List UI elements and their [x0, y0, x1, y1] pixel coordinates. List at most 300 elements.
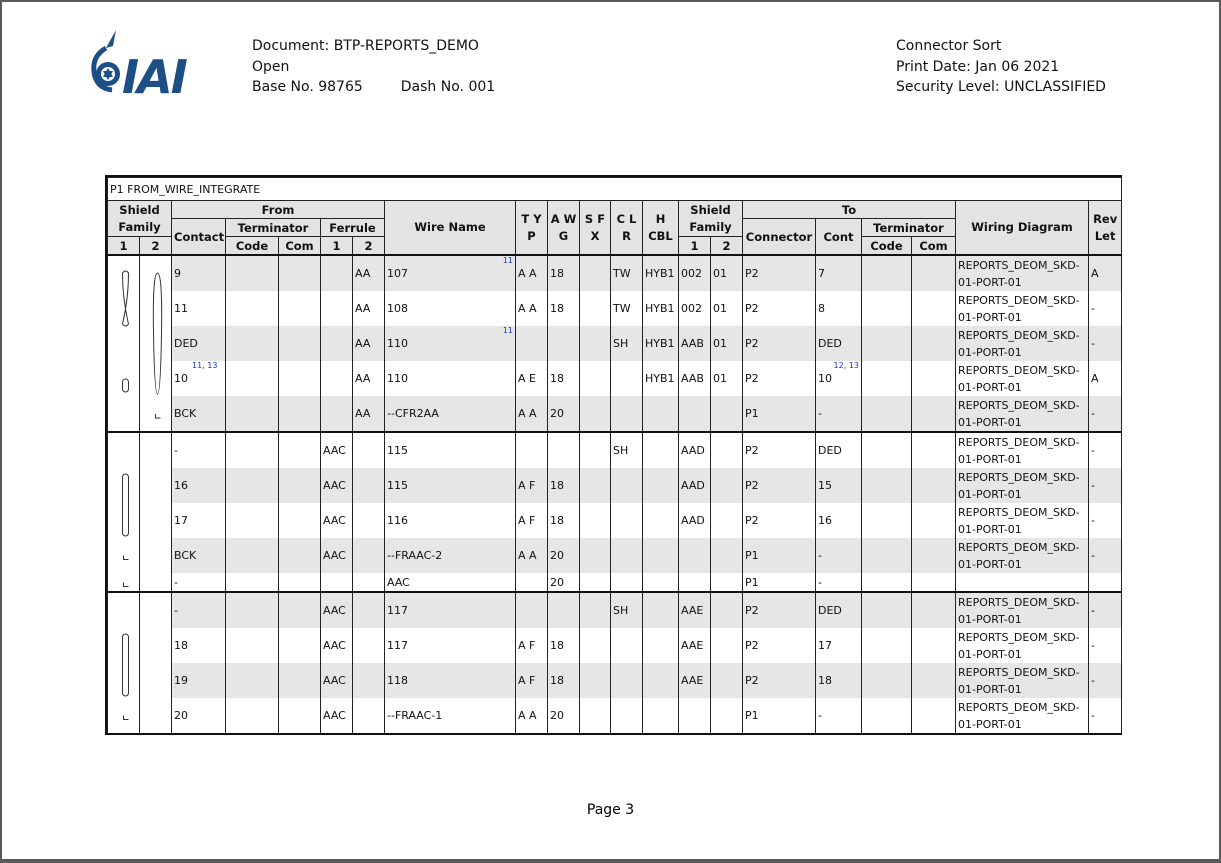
cell-cont: -: [816, 698, 862, 733]
cell-rev: [1089, 573, 1122, 592]
cell-clr: [611, 663, 643, 698]
cell-fer1: AAC: [321, 503, 353, 538]
cell-wd: REPORTS_DEOM_SKD-01-PORT-01: [956, 361, 1089, 396]
shield-cell: [140, 291, 172, 326]
cell-fer1: AAC: [321, 628, 353, 663]
cell-tcom: [912, 432, 956, 468]
reference-note: 11: [502, 326, 513, 335]
wire-table: [105, 175, 1122, 735]
shield-cell: [140, 432, 172, 468]
cell-tcom: [912, 573, 956, 592]
cell-sfx: [580, 628, 611, 663]
cell-rev: A: [1089, 361, 1122, 396]
cell-tcode: [862, 698, 912, 733]
cell-sh1: [679, 698, 711, 733]
cell-tcode: [862, 432, 912, 468]
cell-typ: A A: [516, 396, 548, 432]
cell-awg: 20: [548, 698, 580, 733]
to-terminator-header: Terminator: [862, 219, 956, 237]
cell-contact: DED: [172, 326, 226, 361]
document-name: Document: BTP-REPORTS_DEMO: [252, 38, 479, 54]
from-com-header: Com: [279, 237, 321, 256]
cell-fer1: AAC: [321, 663, 353, 698]
shield-cell: [108, 432, 140, 468]
cell-rev: -: [1089, 503, 1122, 538]
cell-sfx: [580, 432, 611, 468]
cont-header: Cont: [816, 219, 862, 256]
cell-contact: 17: [172, 503, 226, 538]
cell-com: [279, 468, 321, 503]
connector-header: Connector: [743, 219, 816, 256]
cell-sfx: [580, 396, 611, 432]
cell-wd: [956, 573, 1089, 592]
cell-awg: 18: [548, 291, 580, 326]
cell-hcbl: [643, 592, 679, 628]
cell-code: [226, 573, 279, 592]
cell-wire: --FRAAC-1: [385, 698, 516, 733]
cell-tcode: [862, 592, 912, 628]
cell-contact: 11: [172, 291, 226, 326]
shield-cell: [140, 538, 172, 573]
cell-tcode: [862, 468, 912, 503]
cell-tcom: [912, 698, 956, 733]
ferrule-2-header: 2: [353, 237, 385, 256]
to-shield-1-header: 1: [679, 237, 711, 256]
cell-cont: 18: [816, 663, 862, 698]
contact-header: Contact: [172, 219, 226, 256]
cell-conn: P2: [743, 291, 816, 326]
table-row: [108, 698, 1122, 733]
cell-awg: [548, 432, 580, 468]
table-row: [108, 468, 1122, 503]
cell-code: [226, 592, 279, 628]
cell-com: [279, 432, 321, 468]
wire-name-header: Wire Name: [385, 201, 516, 256]
shield-cell: [140, 663, 172, 698]
cell-sh2: [711, 503, 743, 538]
cell-sh2: [711, 698, 743, 733]
cell-contact: 20: [172, 698, 226, 733]
cell-cont: DED: [816, 326, 862, 361]
cell-clr: TW: [611, 255, 643, 291]
cell-clr: TW: [611, 291, 643, 326]
cell-cont: 8: [816, 291, 862, 326]
cell-fer2: [353, 468, 385, 503]
table-row: [108, 573, 1122, 592]
cell-wire: 118: [385, 663, 516, 698]
table-row: [108, 592, 1122, 628]
cell-fer1: AAC: [321, 468, 353, 503]
cell-wd: REPORTS_DEOM_SKD-01-PORT-01: [956, 468, 1089, 503]
terminator-header: Terminator: [226, 219, 321, 237]
cell-sh1: AAE: [679, 663, 711, 698]
shield-cell: [140, 468, 172, 503]
document-info: [252, 36, 495, 98]
cell-clr: [611, 628, 643, 663]
cell-fer1: [321, 326, 353, 361]
shield-cell: [108, 573, 140, 592]
cell-tcode: [862, 573, 912, 592]
cell-com: [279, 663, 321, 698]
cell-wire: 116: [385, 503, 516, 538]
shield-cell: [140, 573, 172, 592]
cell-sh2: [711, 396, 743, 432]
cell-fer2: [353, 538, 385, 573]
cell-wire: 115: [385, 468, 516, 503]
cell-rev: -: [1089, 396, 1122, 432]
document-status: Open: [252, 58, 290, 75]
cell-com: [279, 628, 321, 663]
cell-wire: 107 11: [385, 255, 516, 291]
to-code-header: Code: [862, 237, 912, 256]
cell-fer2: [353, 698, 385, 733]
cell-tcom: [912, 468, 956, 503]
cell-tcode: [862, 628, 912, 663]
shield-cell: [140, 326, 172, 361]
cell-sh2: [711, 628, 743, 663]
cell-sh2: 01: [711, 326, 743, 361]
cell-contact: 10 11, 13: [172, 361, 226, 396]
cell-cont: 17: [816, 628, 862, 663]
shield-cell: [140, 592, 172, 628]
cell-clr: [611, 538, 643, 573]
cell-fer2: AA: [353, 326, 385, 361]
cell-rev: -: [1089, 592, 1122, 628]
cell-cont: -: [816, 538, 862, 573]
cell-wire: 115: [385, 432, 516, 468]
table-row: [108, 663, 1122, 698]
cell-code: [226, 538, 279, 573]
cell-sh1: [679, 396, 711, 432]
cell-hcbl: [643, 432, 679, 468]
reference-note: 12, 13: [833, 361, 859, 370]
report-info: [896, 36, 1106, 98]
shield-cell: [108, 538, 140, 573]
table-row: [108, 291, 1122, 326]
cell-conn: P2: [743, 326, 816, 361]
cell-sfx: [580, 538, 611, 573]
cell-fer2: AA: [353, 291, 385, 326]
cell-wd: REPORTS_DEOM_SKD-01-PORT-01: [956, 255, 1089, 291]
cell-sh1: [679, 538, 711, 573]
cell-wd: REPORTS_DEOM_SKD-01-PORT-01: [956, 396, 1089, 432]
cell-awg: 20: [548, 538, 580, 573]
cell-hcbl: [643, 698, 679, 733]
shield-cell: [140, 396, 172, 432]
cell-wd: REPORTS_DEOM_SKD-01-PORT-01: [956, 432, 1089, 468]
cell-wd: REPORTS_DEOM_SKD-01-PORT-01: [956, 291, 1089, 326]
cell-fer2: [353, 663, 385, 698]
reference-note: 11, 13: [192, 361, 218, 370]
cell-hcbl: [643, 628, 679, 663]
svg-text:IAI: IAI: [122, 50, 186, 98]
cell-typ: A A: [516, 255, 548, 291]
cell-fer2: AA: [353, 255, 385, 291]
cell-wd: REPORTS_DEOM_SKD-01-PORT-01: [956, 503, 1089, 538]
cell-rev: -: [1089, 663, 1122, 698]
cell-awg: 18: [548, 628, 580, 663]
cell-typ: [516, 326, 548, 361]
awg-header: A W G: [548, 201, 580, 256]
cell-tcom: [912, 396, 956, 432]
cell-clr: SH: [611, 326, 643, 361]
cell-awg: 18: [548, 361, 580, 396]
cell-sfx: [580, 291, 611, 326]
cell-wire: --CFR2AA: [385, 396, 516, 432]
cell-cont: 7: [816, 255, 862, 291]
cell-conn: P2: [743, 468, 816, 503]
cell-fer1: [321, 396, 353, 432]
shield-cell: [108, 255, 140, 291]
cell-sh1: 002: [679, 255, 711, 291]
cell-fer1: [321, 291, 353, 326]
cell-typ: A E: [516, 361, 548, 396]
reference-note: 11: [502, 256, 513, 265]
from-header: From: [172, 201, 385, 219]
cell-wd: REPORTS_DEOM_SKD-01-PORT-01: [956, 698, 1089, 733]
cell-fer2: [353, 592, 385, 628]
cell-code: [226, 291, 279, 326]
cell-typ: [516, 432, 548, 468]
cell-cont: -: [816, 573, 862, 592]
cell-sh2: [711, 432, 743, 468]
cell-tcode: [862, 326, 912, 361]
cell-typ: A A: [516, 291, 548, 326]
shield-cell: [140, 628, 172, 663]
ferrule-header: Ferrule: [321, 219, 385, 237]
cell-sh2: [711, 592, 743, 628]
cell-wd: REPORTS_DEOM_SKD-01-PORT-01: [956, 592, 1089, 628]
dash-number: Dash No. 001: [400, 79, 496, 95]
iai-logo: [86, 26, 196, 98]
cell-wd: REPORTS_DEOM_SKD-01-PORT-01: [956, 628, 1089, 663]
cell-rev: -: [1089, 291, 1122, 326]
cell-hcbl: [643, 396, 679, 432]
cell-sh1: AAD: [679, 432, 711, 468]
table-row: [108, 255, 1122, 291]
cell-tcom: [912, 361, 956, 396]
cell-contact: 18: [172, 628, 226, 663]
cell-tcom: [912, 628, 956, 663]
cell-tcode: [862, 503, 912, 538]
cell-awg: 18: [548, 255, 580, 291]
cell-sh1: AAD: [679, 468, 711, 503]
cell-awg: 20: [548, 396, 580, 432]
cell-hcbl: [643, 503, 679, 538]
cell-tcode: [862, 291, 912, 326]
to-shield-family-header: Shield Family: [679, 201, 743, 237]
cell-clr: [611, 503, 643, 538]
cell-fer1: AAC: [321, 592, 353, 628]
shield-cell: [140, 361, 172, 396]
clr-header: C L R: [611, 201, 643, 256]
cell-rev: -: [1089, 698, 1122, 733]
cell-wire: 110: [385, 361, 516, 396]
cell-com: [279, 538, 321, 573]
cell-contact: BCK: [172, 538, 226, 573]
cell-conn: P1: [743, 698, 816, 733]
cell-sh1: AAB: [679, 361, 711, 396]
shield-cell: [108, 326, 140, 361]
shield-2-header: 2: [140, 237, 172, 256]
cell-fer2: AA: [353, 361, 385, 396]
cell-clr: [611, 698, 643, 733]
cell-typ: [516, 592, 548, 628]
cell-sh1: AAB: [679, 326, 711, 361]
table-row: [108, 432, 1122, 468]
cell-awg: 18: [548, 663, 580, 698]
cell-conn: P2: [743, 663, 816, 698]
cell-sh2: [711, 538, 743, 573]
cell-conn: P2: [743, 592, 816, 628]
cell-rev: A: [1089, 255, 1122, 291]
cell-com: [279, 291, 321, 326]
cell-code: [226, 468, 279, 503]
cell-cont: 16: [816, 503, 862, 538]
cell-sh2: [711, 468, 743, 503]
cell-hcbl: [643, 538, 679, 573]
cell-tcom: [912, 663, 956, 698]
cell-conn: P1: [743, 396, 816, 432]
shield-cell: [108, 663, 140, 698]
cell-sfx: [580, 361, 611, 396]
page-number: Page 3: [586, 802, 635, 818]
shield-cell: [108, 396, 140, 432]
cell-conn: P2: [743, 432, 816, 468]
cell-sfx: [580, 326, 611, 361]
cell-com: [279, 592, 321, 628]
cell-conn: P2: [743, 628, 816, 663]
cell-sfx: [580, 255, 611, 291]
cell-contact: 16: [172, 468, 226, 503]
cell-typ: A A: [516, 698, 548, 733]
shield-cell: [108, 361, 140, 396]
sort-type: Connector Sort: [896, 38, 1002, 54]
cell-awg: 18: [548, 503, 580, 538]
shield-family-header: Shield Family: [108, 201, 172, 237]
cell-rev: -: [1089, 326, 1122, 361]
cell-com: [279, 255, 321, 291]
cell-rev: -: [1089, 628, 1122, 663]
cell-code: [226, 503, 279, 538]
cell-contact: 19: [172, 663, 226, 698]
cell-sfx: [580, 468, 611, 503]
cell-fer2: [353, 503, 385, 538]
cell-clr: [611, 573, 643, 592]
to-com-header: Com: [912, 237, 956, 256]
report-page: [2, 2, 1219, 859]
cell-awg: 18: [548, 468, 580, 503]
cell-awg: [548, 592, 580, 628]
cell-com: [279, 326, 321, 361]
cell-clr: [611, 361, 643, 396]
cell-code: [226, 663, 279, 698]
table-row: [108, 538, 1122, 573]
shield-cell: [108, 291, 140, 326]
table-row: [108, 628, 1122, 663]
cell-wd: REPORTS_DEOM_SKD-01-PORT-01: [956, 538, 1089, 573]
cell-sfx: [580, 592, 611, 628]
table-row: [108, 503, 1122, 538]
shield-cell: [108, 468, 140, 503]
shield-cell: [140, 503, 172, 538]
shield-cell: [108, 628, 140, 663]
cell-rev: -: [1089, 538, 1122, 573]
cell-clr: SH: [611, 592, 643, 628]
cell-typ: [516, 573, 548, 592]
cell-contact: -: [172, 432, 226, 468]
cell-wire: 108: [385, 291, 516, 326]
shield-1-header: 1: [108, 237, 140, 256]
shield-cell: [108, 503, 140, 538]
cell-typ: A F: [516, 628, 548, 663]
cell-clr: [611, 468, 643, 503]
cell-fer1: [321, 573, 353, 592]
cell-sfx: [580, 663, 611, 698]
cell-hcbl: HYB1: [643, 361, 679, 396]
cell-sfx: [580, 573, 611, 592]
shield-cell: [108, 592, 140, 628]
cell-typ: A F: [516, 663, 548, 698]
cell-tcode: [862, 396, 912, 432]
cell-hcbl: [643, 573, 679, 592]
print-date: Print Date: Jan 06 2021: [896, 58, 1060, 75]
cell-sh2: 01: [711, 291, 743, 326]
cell-sh1: 002: [679, 291, 711, 326]
cell-tcode: [862, 538, 912, 573]
cell-sh1: AAD: [679, 503, 711, 538]
cell-wire: --FRAAC-2: [385, 538, 516, 573]
shield-cell: [140, 255, 172, 291]
cell-tcom: [912, 291, 956, 326]
rev-let-header: Rev Let: [1089, 201, 1122, 256]
cell-typ: A A: [516, 538, 548, 573]
cell-fer2: [353, 573, 385, 592]
cell-clr: SH: [611, 432, 643, 468]
cell-hcbl: HYB1: [643, 255, 679, 291]
cell-conn: P1: [743, 573, 816, 592]
cell-fer1: AAC: [321, 432, 353, 468]
cell-tcom: [912, 592, 956, 628]
cell-typ: A F: [516, 503, 548, 538]
cell-fer2: [353, 432, 385, 468]
cell-typ: A F: [516, 468, 548, 503]
cell-sh2: [711, 663, 743, 698]
cell-cont: DED: [816, 592, 862, 628]
cell-sh1: AAE: [679, 592, 711, 628]
cell-tcode: [862, 255, 912, 291]
table-row: [108, 361, 1122, 396]
cell-code: [226, 255, 279, 291]
cell-sfx: [580, 503, 611, 538]
cell-contact: BCK: [172, 396, 226, 432]
shield-cell: [108, 698, 140, 733]
cell-rev: -: [1089, 468, 1122, 503]
cell-com: [279, 361, 321, 396]
from-code-header: Code: [226, 237, 279, 256]
cell-wd: REPORTS_DEOM_SKD-01-PORT-01: [956, 326, 1089, 361]
cell-cont: -: [816, 396, 862, 432]
cell-conn: P1: [743, 538, 816, 573]
cell-wire: 117: [385, 628, 516, 663]
cell-sh2: 01: [711, 361, 743, 396]
security-level: Security Level: UNCLASSIFIED: [896, 79, 1106, 95]
shield-cell: [140, 698, 172, 733]
cell-tcom: [912, 503, 956, 538]
sfx-header: S F X: [580, 201, 611, 256]
cell-conn: P2: [743, 361, 816, 396]
cell-tcom: [912, 326, 956, 361]
